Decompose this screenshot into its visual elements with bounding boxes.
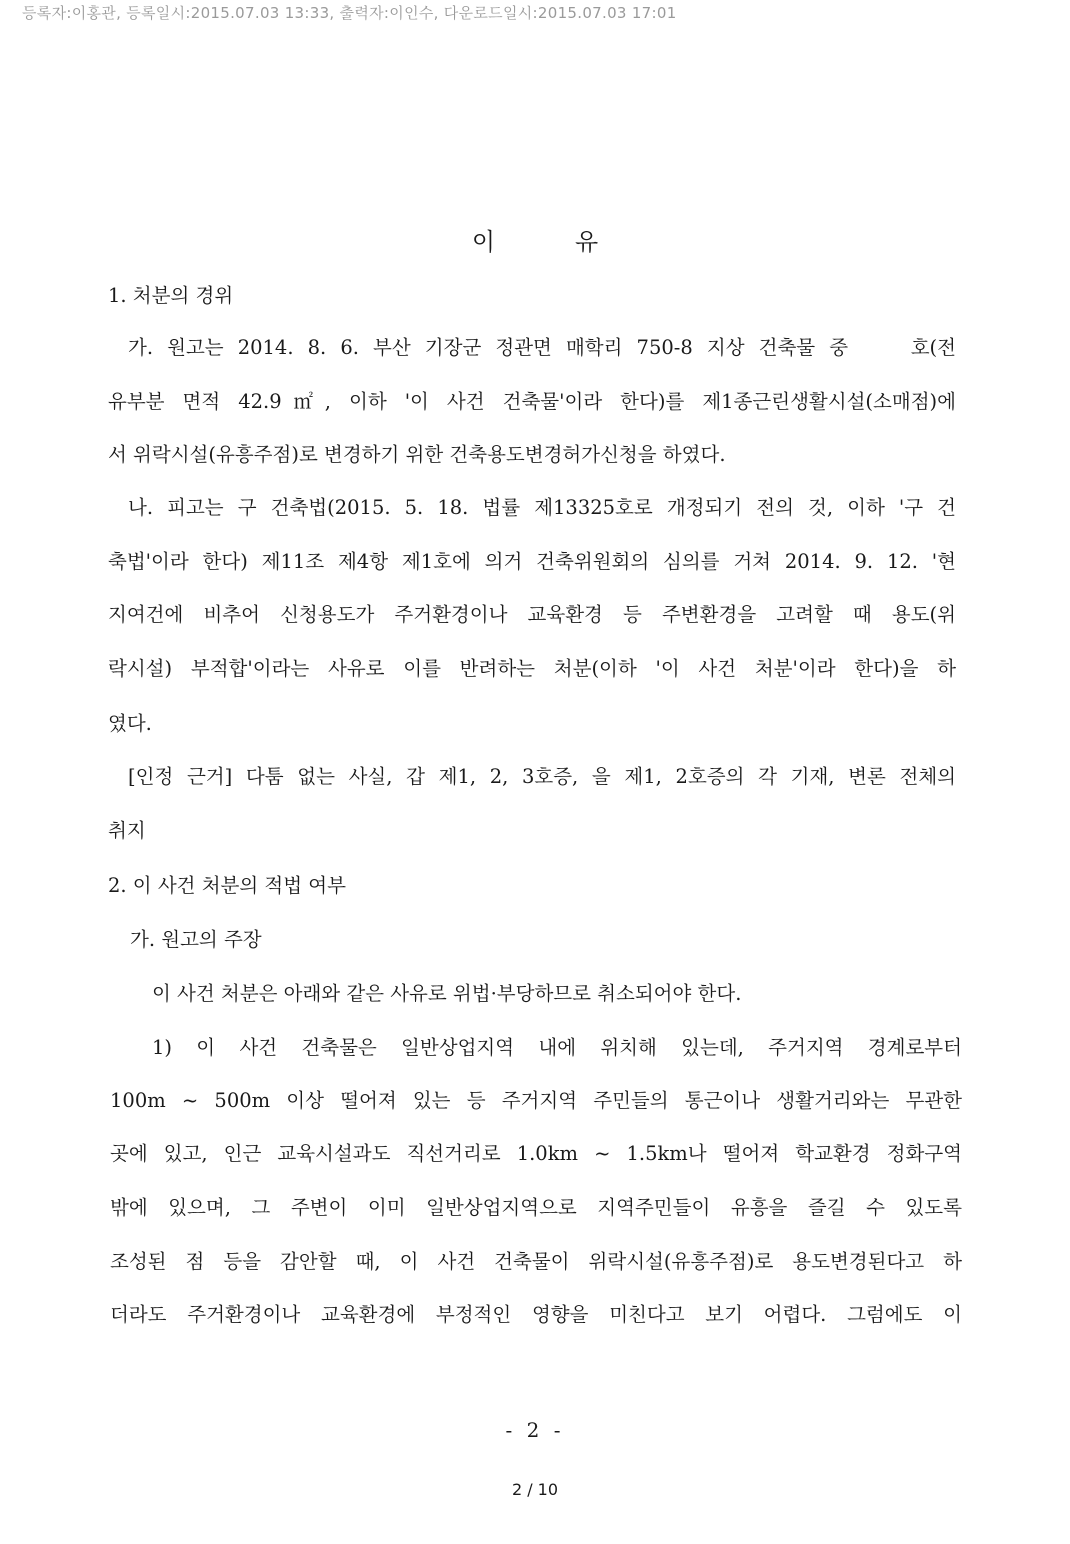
para-line: 이 사건 처분은 아래와 같은 사유로 위법·부당하므로 취소되어야 한다.	[152, 982, 742, 1005]
subheading: 가. 원고의 주장	[130, 928, 262, 951]
heading-2: 2. 이 사건 처분의 적법 여부	[108, 874, 346, 897]
print-metadata: 등록자:이홍관, 등록일시:2015.07.03 13:33, 출력자:이인수, 다운로드일시:2015.07.03 17:01	[22, 4, 677, 22]
para-line: 조성된 점 등을 감안할 때, 이 사건 건축물이 위락시설(유흥주점)로 용도변경된다고 하	[110, 1250, 962, 1273]
section-title	[0, 222, 1070, 257]
para-line: 지여건에 비추어 신청용도가 주거환경이나 교육환경 등 주변환경을 고려할 때 용도(위	[108, 603, 956, 626]
para-line: 곳에 있고, 인근 교육시설과도 직선거리로 1.0km ~ 1.5km나 떨어져 학교환경 정화구역	[110, 1142, 962, 1165]
para-line: 1) 이 사건 건축물은 일반상업지역 내에 위치해 있는데, 주거지역 경계로부터	[152, 1036, 962, 1059]
page-number: - 2 -	[505, 1418, 565, 1442]
para-line: 축법'이라 한다) 제11조 제4항 제1호에 의거 건축위원회의 심의를 거쳐 2014. 9. 12. '현	[108, 550, 956, 573]
para-line: 100m ~ 500m 이상 떨어져 있는 등 주거지역 주민들의 통근이나 생활거리와는 무관한	[110, 1089, 962, 1112]
title-part-1: 이	[471, 228, 495, 256]
para-line: 유부분 면적 42.9㎡, 이하 '이 사건 건축물'이라 한다)를 제1종근린생활시설(소매점)에	[108, 390, 956, 413]
para-line: 밖에 있으며, 그 주변이 이미 일반상업지역으로 지역주민들이 유흥을 즐길 수 있도록	[110, 1196, 962, 1219]
para-line: 취지	[108, 819, 146, 842]
title-part-2: 유	[575, 228, 599, 256]
para-line: 였다.	[108, 712, 152, 735]
para-line: [인정 근거] 다툼 없는 사실, 갑 제1, 2, 3호증, 을 제1, 2호증의 각 기재, 변론 전체의	[128, 765, 957, 788]
para-line: 더라도 주거환경이나 교육환경에 부정적인 영향을 미친다고 보기 어렵다. 그럼에도 이	[110, 1303, 962, 1326]
para-line: 서 위락시설(유흥주점)로 변경하기 위한 건축용도변경허가신청을 하였다.	[108, 443, 726, 466]
heading-1: 1. 처분의 경위	[108, 284, 234, 307]
page-count: 2 / 10	[511, 1480, 559, 1499]
para-line: 가. 원고는 2014. 8. 6. 부산 기장군 정관면 매학리 750-8 지상 건축물 중 호(전	[128, 336, 956, 359]
para-line: 나. 피고는 구 건축법(2015. 5. 18. 법률 제13325호로 개정되기 전의 것, 이하 '구 건	[128, 496, 956, 519]
para-line: 락시설) 부적합'이라는 사유로 이를 반려하는 처분(이하 '이 사건 처분'이라 한다)을 하	[108, 657, 956, 680]
